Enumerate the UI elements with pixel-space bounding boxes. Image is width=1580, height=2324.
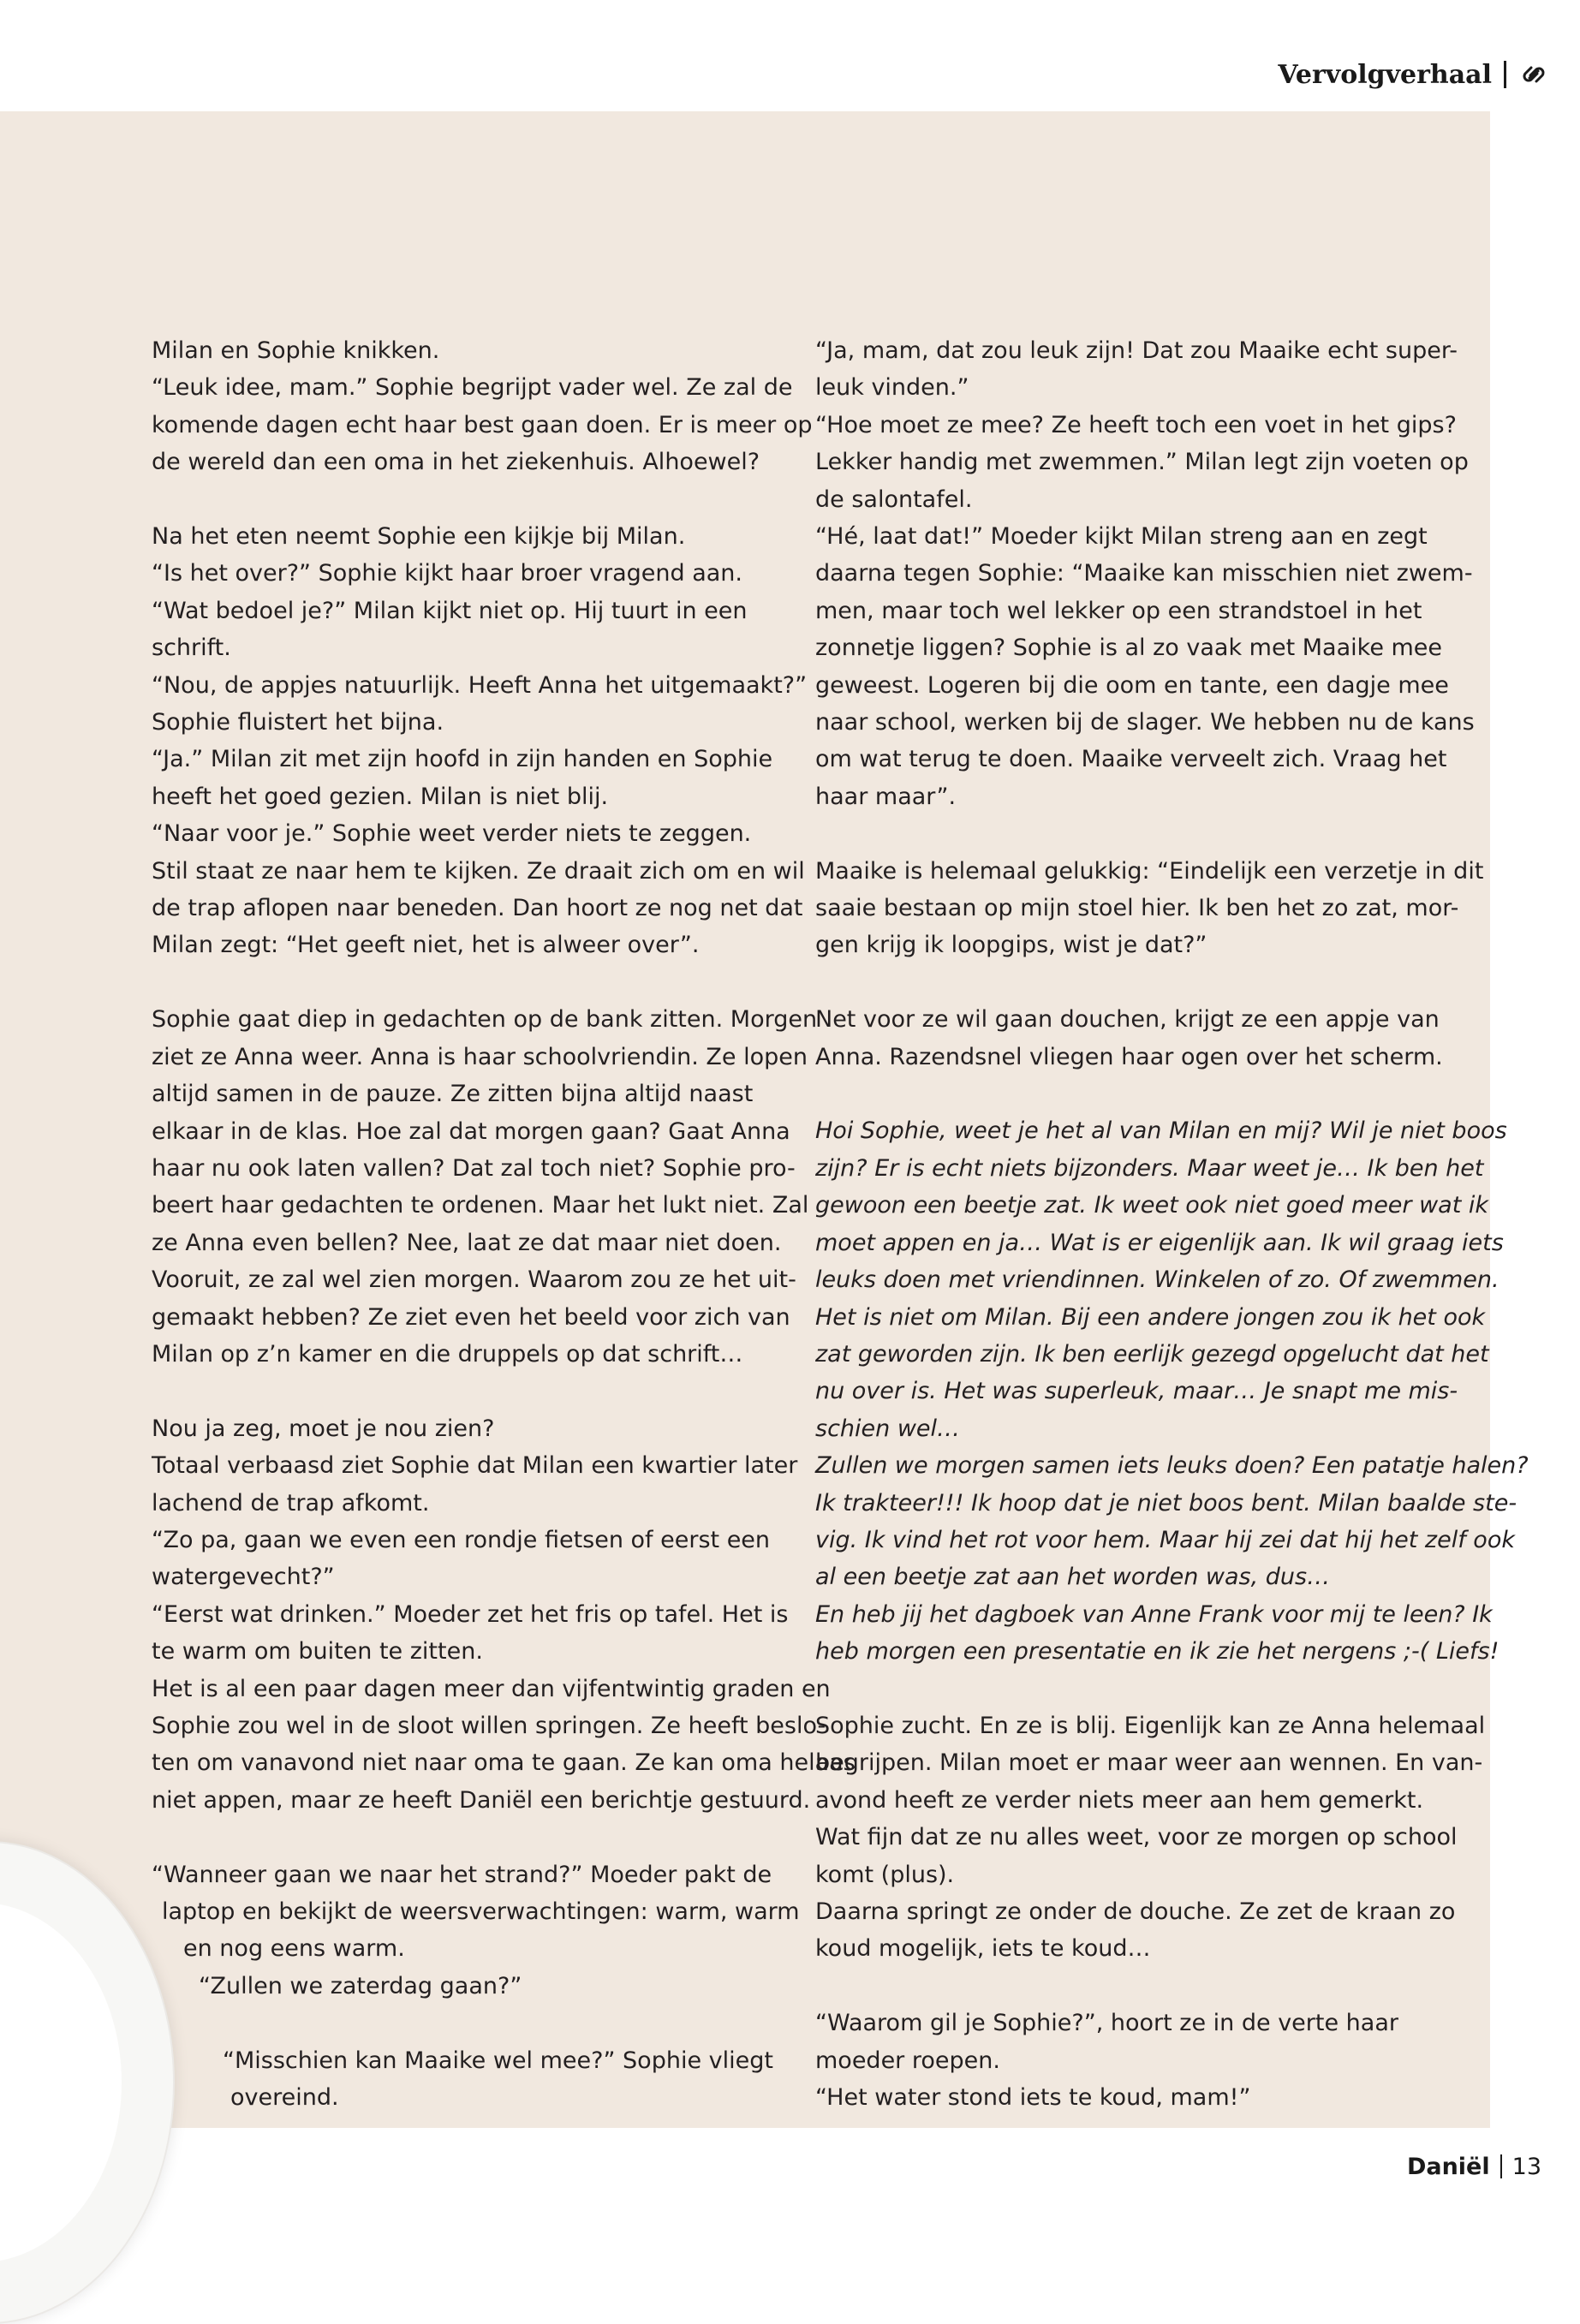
text-line: “Is het over?” Sophie kijkt haar broer vragend aan. [152,560,742,587]
text-line: “Leuk idee, mam.” Sophie begrijpt vader wel. Ze zal de [152,374,793,402]
story-column-left [152,332,856,2116]
text-line: lachend de trap afkomt. [152,1489,430,1517]
text-line: al een beetje zat aan het worden was, dus… [815,1564,1331,1591]
text-line: Sophie gaat diep in gedachten op de bank zitten. Morgen [152,1006,818,1034]
paragraph-gap [815,1671,1445,1707]
text-line: leuks doen met vriendinnen. Winkelen of zo. Of zwemmen. [815,1266,1500,1294]
text-line: haar maar”. [815,783,957,810]
text-line: ten om vanavond niet naar oma te gaan. Ze kan oma helaas [152,1749,856,1777]
text-line: Sophie fluistert het bijna. [152,709,444,736]
text-line: Sophie zou wel in de sloot willen springen. Ze heeft beslo- [152,1712,826,1739]
text-line: “Waarom gil je Sophie?”, hoort ze in de verte haar [815,2010,1398,2037]
text-line: beert haar gedachten te ordenen. Maar het lukt niet. Zal [152,1192,809,1219]
text-line: koud mogelijk, iets te koud… [815,1935,1151,1963]
paragraph-gap [815,815,1445,852]
text-line: vig. Ik vind het rot voor hem. Maar hij zei dat hij het zelf ook [815,1526,1515,1553]
text-line: “Naar voor je.” Sophie weet verder niets te zeggen. [152,820,752,848]
text-line: gemaakt hebben? Ze ziet even het beeld voor zich van [152,1303,790,1331]
text-line: Net voor ze wil gaan douchen, krijgt ze een appje van [815,1006,1440,1034]
paragraph-gap [152,2005,781,2041]
paragraph-gap [152,481,781,518]
text-line: avond heeft ze verder niets meer aan hem gemerkt. [815,1786,1424,1814]
text-line: zonnetje liggen? Sophie is al zo vaak met Maaike mee [815,635,1443,662]
text-line: saaie bestaan op mijn stoel hier. Ik ben het zo zat, mor- [815,895,1459,922]
text-line: laptop en bekijkt de weersverwachtingen: warm, warm [162,1898,800,1925]
text-line: en nog eens warm. [183,1935,405,1963]
text-line: Milan zegt: “Het geeft niet, het is alweer over”. [152,932,700,959]
section-title: Vervolgverhaal [1278,59,1492,90]
text-line: Milan op z’n kamer en die druppels op dat schrift… [152,1340,743,1368]
text-line: watergevecht?” [152,1564,335,1591]
text-line: moeder roepen. [815,2047,1000,2074]
paperclip-icon [1518,59,1549,90]
text-line: Lekker handig met zwemmen.” Milan legt zijn voeten op [815,449,1469,476]
text-line: heb morgen een presentatie en ik zie het nergens ;-( Liefs! [815,1638,1500,1666]
header-divider [1504,61,1506,88]
text-line: niet appen, maar ze heeft Daniël een berichtje gestuurd. [152,1786,811,1814]
paragraph-gap [815,1968,1445,2005]
text-line: Anna. Razendsnel vliegen haar ogen over het scherm. [815,1043,1443,1070]
text-line: om wat terug te doen. Maaike verveelt zich. Vraag het [815,746,1447,773]
text-line: “Zo pa, gaan we even een rondje fietsen of eerst een [152,1526,771,1553]
text-line: ze Anna even bellen? Nee, laat ze dat maar niet doen. [152,1229,782,1256]
text-line: heeft het goed gezien. Milan is niet blij. [152,783,609,810]
text-line: Totaal verbaasd ziet Sophie dat Milan een kwartier later [152,1452,798,1480]
text-line: komt (plus). [815,1861,955,1888]
text-line: overeind. [230,2084,339,2112]
text-line: Zullen we morgen samen iets leuks doen? Een patatje halen? [815,1452,1529,1480]
paragraph-gap [152,964,781,1001]
text-line: komende dagen echt haar best gaan doen. Er is meer op [152,411,813,438]
paragraph-gap [815,1076,1445,1112]
magazine-name: Daniël [1406,2153,1490,2180]
text-line: Ik trakteer!!! Ik hoop dat je niet boos bent. Milan baalde ste- [815,1489,1517,1517]
text-line: haar nu ook laten vallen? Dat zal toch niet? Sophie pro- [152,1154,796,1182]
text-line: “Nou, de appjes natuurlijk. Heeft Anna het uitgemaakt?” [152,671,808,699]
page-number: 13 [1511,2153,1541,2180]
text-line: Wat fijn dat ze nu alles weet, voor ze morgen op school [815,1824,1458,1851]
text-line: Daarna springt ze onder de douche. Ze zet de kraan zo [815,1898,1456,1925]
text-line: de salontafel. [815,486,973,513]
text-line: “Het water stond iets te koud, mam!” [815,2084,1251,2112]
text-line: de trap aflopen naar beneden. Dan hoort ze nog net dat [152,895,803,922]
text-line: Na het eten neemt Sophie een kijkje bij Milan. [152,523,686,551]
text-line: schrift. [152,635,231,662]
text-line: Het is niet om Milan. Bij een andere jongen zou ik het ook [815,1303,1486,1331]
text-line: daarna tegen Sophie: “Maaike kan misschien niet zwem- [815,560,1473,587]
text-line: te warm om buiten te zitten. [152,1638,483,1666]
text-line: “Misschien kan Maaike wel mee?” Sophie vliegt [223,2047,773,2074]
text-line: elkaar in de klas. Hoe zal dat morgen gaan? Gaat Anna [152,1117,790,1145]
text-line: begrijpen. Milan moet er maar weer aan wennen. En van- [815,1749,1483,1777]
page-footer [1407,2149,1541,2184]
text-line: men, maar toch wel lekker op een strandstoel in het [815,597,1422,624]
text-line: Maaike is helemaal gelukkig: “Eindelijk een verzetje in dit [815,857,1484,885]
text-line: Het is al een paar dagen meer dan vijfentwintig graden en [152,1675,831,1702]
text-line: de wereld dan een oma in het ziekenhuis. Alhoewel? [152,449,760,476]
text-line: “Ja, mam, dat zou leuk zijn! Dat zou Maaike echt super- [815,337,1458,364]
text-line: ziet ze Anna weer. Anna is haar schoolvriendin. Ze lopen [152,1043,808,1070]
text-line: altijd samen in de pauze. Ze zitten bijna altijd naast [152,1081,754,1108]
text-line: nu over is. Het was superleuk, maar… Je snapt me mis- [815,1378,1458,1405]
text-line: Nou ja zeg, moet je nou zien? [152,1415,495,1442]
footer-divider [1500,2154,1502,2178]
text-line: gen krijg ik loopgips, wist je dat?” [815,932,1207,959]
text-line: Stil staat ze naar hem te kijken. Ze draait zich om en wil [152,857,805,885]
story-column-right [815,332,1529,2116]
text-line: Milan en Sophie knikken. [152,337,440,364]
text-line: Hoi Sophie, weet je het al van Milan en mij? Wil je niet boos [815,1117,1507,1145]
paragraph-gap [815,964,1445,1001]
section-header [1278,53,1549,96]
text-line: naar school, werken bij de slager. We hebben nu de kans [815,709,1475,736]
text-line: “Zullen we zaterdag gaan?” [199,1972,522,1999]
text-line: “Hé, laat dat!” Moeder kijkt Milan streng aan en zegt [815,523,1428,551]
text-line: Vooruit, ze zal wel zien morgen. Waarom zou ze het uit- [152,1266,796,1294]
text-line: “Ja.” Milan zit met zijn hoofd in zijn handen en Sophie [152,746,773,773]
text-line: moet appen en ja… Wat is er eigenlijk aan. Ik wil graag iets [815,1229,1504,1256]
text-line: gewoon een beetje zat. Ik weet ook niet goed meer wat ik [815,1192,1489,1219]
text-line: zat geworden zijn. Ik ben eerlijk gezegd opgelucht dat het [815,1340,1489,1368]
text-line: Sophie zucht. En ze is blij. Eigenlijk kan ze Anna helemaal [815,1712,1486,1739]
text-line: “Eerst wat drinken.” Moeder zet het fris op tafel. Het is [152,1600,789,1628]
text-line: “Wat bedoel je?” Milan kijkt niet op. Hij tuurt in een [152,597,748,624]
text-line: En heb jij het dagboek van Anne Frank voor mij te leen? Ik [815,1600,1493,1628]
text-line: schien wel… [815,1415,961,1442]
text-line: “Wanneer gaan we naar het strand?” Moeder pakt de [152,1861,772,1888]
text-line: zijn? Er is echt niets bijzonders. Maar weet je… Ik ben het [815,1154,1484,1182]
paragraph-gap [152,1819,781,1856]
text-line: geweest. Logeren bij die oom en tante, een dagje mee [815,671,1449,699]
text-line: leuk vinden.” [815,374,969,402]
text-line: “Hoe moet ze mee? Ze heeft toch een voet in het gips? [815,411,1457,438]
paragraph-gap [152,1373,781,1409]
